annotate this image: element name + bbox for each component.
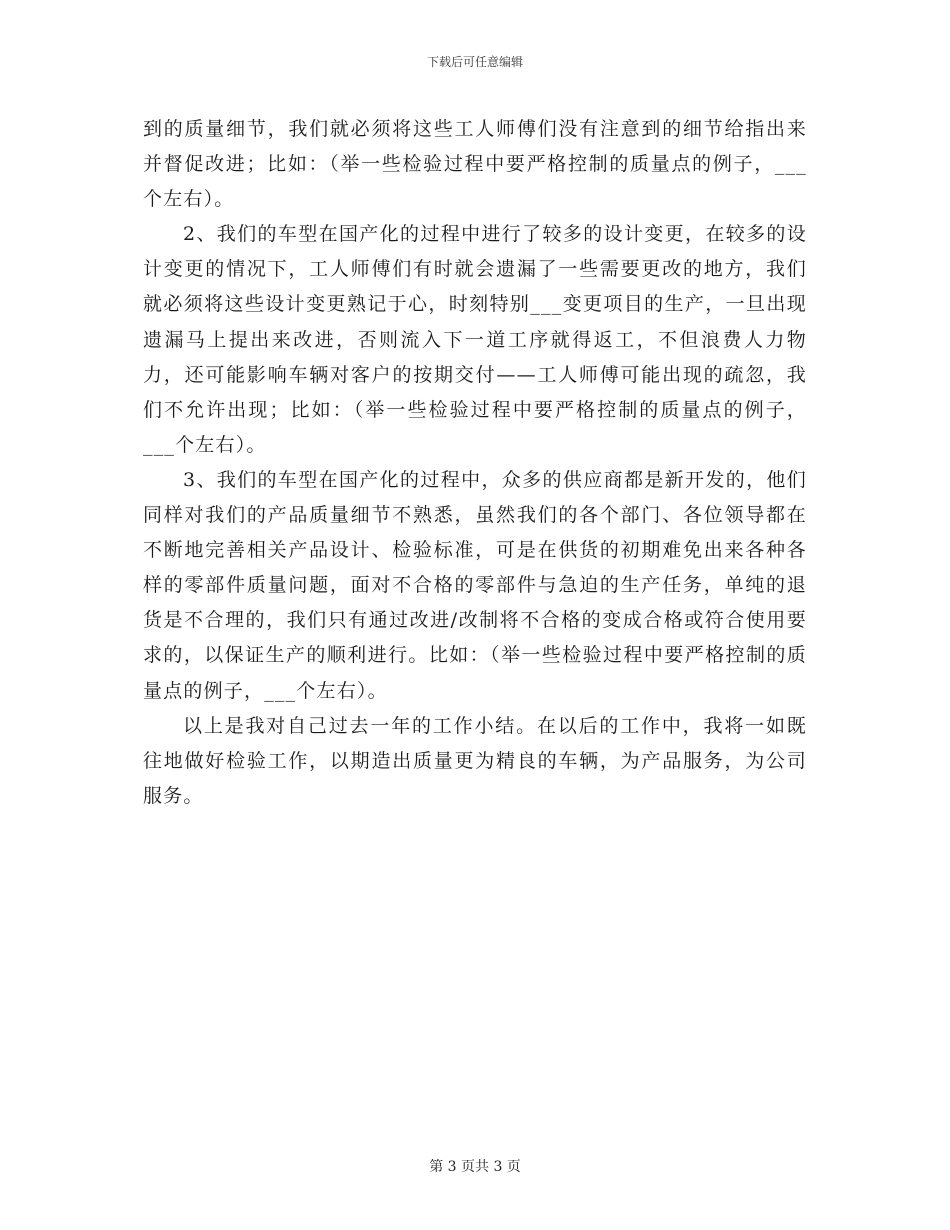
paragraph-continuation: 到的质量细节，我们就必须将这些工人师傅们没有注意到的细节给指出来并督促改进；比如：（举一些检验过程中要严格控制的质量点的例子，___个左右）。 (143, 118, 807, 211)
header-note: 下载后可任意编辑 (426, 55, 523, 69)
paragraph-conclusion: 以上是我对自己过去一年的工作小结。在以后的工作中，我将一如既往地做好检验工作，以期造出质量更为精良的车辆，为产品服务，为公司服务。 (143, 714, 807, 807)
page-number: 第 3 页共 3 页 (429, 1159, 521, 1175)
paragraph-item-3: 3、我们的车型在国产化的过程中，众多的供应商都是新开发的，他们同样对我们的产品质量细节不熟悉，虽然我们的各个部门、各位领导都在不断地完善相关产品设计、检验标准，可是在供货的初期难免出来各种各样的零部件质量问题，面对不合格的零部件与急迫的生产任务，单纯的退货是不合理的，我们只有通过改进/改制将不合格的变成合格或符合使用要求的，以保证生产的顺利进行。比如：（举一些检验过程中要严格控制的质量点的例子，___个左右）。 (143, 468, 807, 702)
document-body (143, 112, 807, 814)
paragraph-item-2: 2、我们的车型在国产化的过程中进行了较多的设计变更，在较多的设计变更的情况下，工人师傅们有时就会遗漏了一些需要更改的地方，我们就必须将这些设计变更熟记于心，时刻特别___变更项目的生产，一旦出现遗漏马上提出来改进，否则流入下一道工序就得返工，不但浪费人力物力，还可能影响车辆对客户的按期交付——工人师傅可能出现的疏忽，我们不允许出现；比如：（举一些检验过程中要严格控制的质量点的例子，___个左右）。 (143, 223, 807, 456)
